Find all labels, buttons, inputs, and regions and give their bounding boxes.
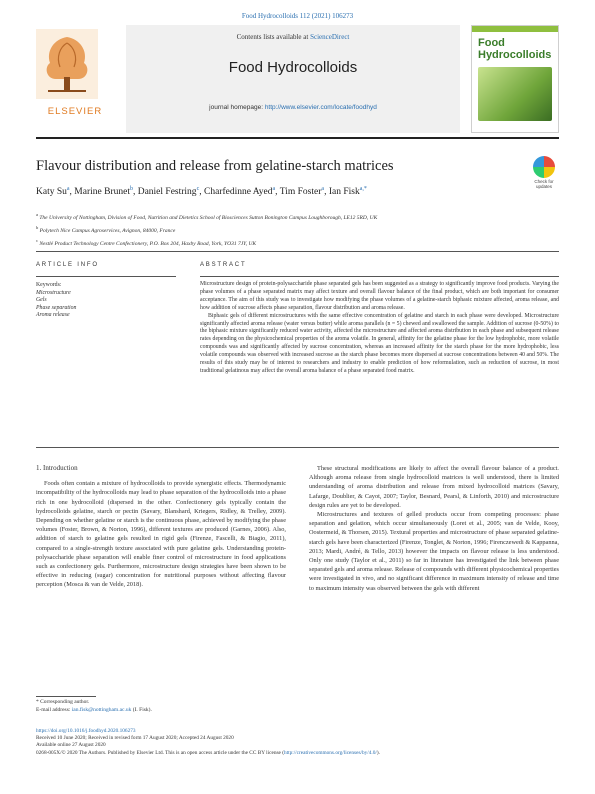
available-online: Available online 27 August 2020 [36, 742, 106, 749]
doi-link[interactable]: https://doi.org/10.1016/j.foodhyd.2020.106273 [36, 728, 136, 734]
check-updates-icon [533, 156, 555, 178]
author[interactable]: Charfedinne Ayed$^a$ [203, 186, 276, 198]
keyword-item: Gels [36, 297, 47, 303]
license-prefix: 0268-005X/© 2020 The Authors. Published by Elsevier Ltd. This is an open access article under the CC BY license ( [36, 749, 284, 756]
cover-title-line2: Hydrocolloids [478, 49, 552, 61]
abstract-paragraph: Biphasic gels of different microstructures with the same effective concentration of gelatine and starch in each phase were developed. Microstructure significantly affected aroma release (water versus butter) while aroma parallels (n = 5) chewed and swallowed the sample. Addition of sucrose (0-50%) to the biphasic mixture significantly reduced water activity, affected the microstructure and affected aroma distribution in each phase and subsequent release rates depending on the physicochemical properties of the aroma volatile. In general, affinity for the gelatine phase for the low hydrophobic, more volatile compounds was and significantly affected by sucrose concentration, whereas an increased affinity for the starch phase for the more hydrophobic, less volatile compounds was observed with increased sucrose as the starch phase becomes more dispersed at sucrose concentrations between 40 and 50%. The results of this study may be of interest to researchers and industry to enable prediction of how reformulation, such as reduction of sucrose, in most traditional gelatinous may affect the overall aroma balance of a phase separated food matrix. [200, 312, 559, 374]
header-divider [36, 251, 559, 252]
check-for-updates-button[interactable] [529, 156, 559, 189]
journal-citation[interactable]: Food Hydrocolloids 112 (2021) 106273 [241, 12, 354, 20]
article-info-heading: ARTICLE INFO [36, 262, 99, 268]
body-paragraph: Foods often contain a mixture of hydrocolloids to provide synergistic effects. Thermodynamic incompatibility of the hydrocolloids may lead to phase separation of the hydrocolloids into a phase rich in one hydrocolloid (dispersed in the other. Confectionery gels typically contain the hydrocolloids gelatine, starch or pectin (Savary, Blanshard, Kriegers, Ridley, & Trelley, 2009). Depending on whether gelatine or starch is the continuous phase, achieved by modifying the phase volumes (Foster, Brown, & Norton, 1996), different textures are produced (Garnes, 2006). Also, addition of starch to gelatine gels resulted in rigid gels (Firenze, Fascelli, & Biagio, 2011), compared to a single-strength texture associated with pure gelatine gels. Understanding protein-polysaccharide phase separation will enable finer control of microstructure in food applications such as confectionery gels. Furthermore, microstructure design strategies have been shown to be effective in reducing (sugar) concentration for nutritional purposes without affecting flavour perception (Mosca & van de Velde, 2018). [36, 480, 286, 589]
check-updates-line1: Check for [534, 179, 554, 184]
license-link[interactable]: http://creativecommons.org/licenses/by/4.0/ [283, 749, 377, 756]
journal-title: Food Hydrocolloids [228, 59, 358, 76]
intro-right-column [309, 464, 559, 593]
keywords [36, 282, 156, 320]
homepage-line [126, 104, 460, 111]
author[interactable]: Daniel Festring$^c$ [137, 186, 200, 198]
affiliations [36, 210, 559, 248]
corresponding-author-note: * Corresponding author. [36, 699, 90, 705]
cover-title [472, 32, 558, 61]
keyword-item: Microstructure [36, 289, 71, 296]
license-line [36, 750, 559, 757]
footnote-rule [36, 696, 96, 697]
keywords-label: Keywords: [36, 282, 62, 288]
cover-image [478, 67, 552, 121]
paper-title: Flavour distribution and release from gelatine-starch matrices [36, 158, 394, 174]
elsevier-logo[interactable] [36, 29, 114, 125]
intro-left-column [36, 464, 286, 590]
masthead [36, 25, 559, 133]
abstract-body [200, 281, 559, 376]
abstract-heading: ABSTRACT [200, 262, 247, 268]
author-list: Katy Su$^a$, Marine Brunet$^b$, Daniel Festring$^c$, Charfedinne Ayed$^a$, Tim Foster$^a$, Ian Fisk$^{a,*}$ [36, 186, 367, 198]
contents-line [126, 33, 460, 41]
email-label: E-mail address: [36, 706, 72, 713]
license-suffix: ). [376, 749, 380, 756]
cover-title-line1: Food [478, 37, 505, 49]
abstract-rule [200, 276, 559, 277]
homepage-prefix: journal homepage: [209, 104, 265, 111]
publisher-name: ELSEVIER [47, 106, 103, 117]
journal-cover[interactable] [471, 25, 559, 133]
intro-heading: 1. Introduction [36, 464, 78, 472]
keyword-item: Phase separation [36, 304, 77, 311]
affiliation-item: $^c$ Nestlé Product Technology Centre Confectionery, P.O. Box 204, Haxby Road, York, YO31 7JY, UK [36, 237, 257, 247]
author[interactable]: Ian Fisk$^{a,*}$ [328, 186, 367, 198]
footnotes [36, 696, 559, 714]
keyword-item: Aroma release [36, 312, 70, 318]
abstract-bottom-rule [36, 447, 559, 448]
masthead-rule [36, 137, 559, 139]
body-paragraph: Microstructures and textures of gelled products occur from competing processes: phase separation and gelation, which occur simultaneously (Loret et al., 2005; van de Velde, Kooy, Oostermeid, & Thorsen, 2015). Textural properties and microstructure of phase separated gelatine-starch gels have been characterized (Firenze, Tonglet, & Norton, 1996; Firenczewedi & Kappanna, 2013; Mardi, André, & Tello, 2013) however the impacts on flavour release is less understood. Only one study (Taylor et al., 2011) so far in literature has investigated the link between phase separated gels and aroma release. Release of compounds with different physicochemical properties were investigated in vivo, and no significant difference in maximum intensity of release and time to maximum intensity was observed between the gels with different [309, 511, 559, 592]
body-paragraph: These structural modifications are likely to affect the overall flavour balance of a product. Although aroma release from single hydrocolloid matrices is well understood, there is limited understanding of aroma distribution and release from mixed hydrocolloid matrices (Savary, Lafarge, Doublier, & Cayot, 2007; Taylor, Besnard, Pearsl, & Linforth, 2010) and microstructure design rules are yet to be developed. [309, 465, 559, 509]
email-suffix: (I. Fisk). [131, 706, 152, 713]
author[interactable]: Katy Su$^a$ [36, 186, 70, 198]
article-history [36, 728, 559, 757]
received-dates: Received 10 June 2020; Received in revised form 17 August 2020; Accepted 24 August 2020 [36, 735, 234, 742]
contents-prefix: Contents lists available at [236, 33, 311, 41]
email-line [36, 707, 559, 715]
homepage-link[interactable]: http://www.elsevier.com/locate/foodhyd [264, 104, 377, 111]
elsevier-tree-icon [36, 29, 98, 99]
masthead-center [126, 25, 460, 133]
sciencedirect-link[interactable]: ScienceDirect [310, 33, 350, 41]
check-updates-line2: updates [535, 184, 552, 189]
affiliation-item: $^b$ Polytech Nice Campus Agroservices, Avignon, 84000, France [36, 224, 176, 234]
abstract-paragraph: Microstructure design of protein-polysaccharide phase separated gels has been suggested as a strategy to significantly improve food products. Varying the phase volumes of a phase separated matrix may affect texture and overall flavour balance of the final product, which are both important for consumer acceptance. The aim of this study was to investigate how modifying the phase volumes of a gelatine-starch biphasic mixture affected, aroma release, and how addition of sucrose affects phase separation, flavour distribution and aroma release. [200, 281, 559, 311]
affiliation-item: $^a$ The University of Nottingham, Division of Food, Nutrition and Dietetics School of Biosciences Sutton Bonington Campus Loughborough, LE12 5RD, UK [36, 212, 378, 221]
email-link[interactable]: ian.fisk@nottingham.ac.uk [71, 706, 132, 713]
article-info-rule [36, 276, 176, 277]
author[interactable]: Marine Brunet$^b$ [74, 186, 133, 198]
author[interactable]: Tim Foster$^a$ [279, 186, 325, 198]
